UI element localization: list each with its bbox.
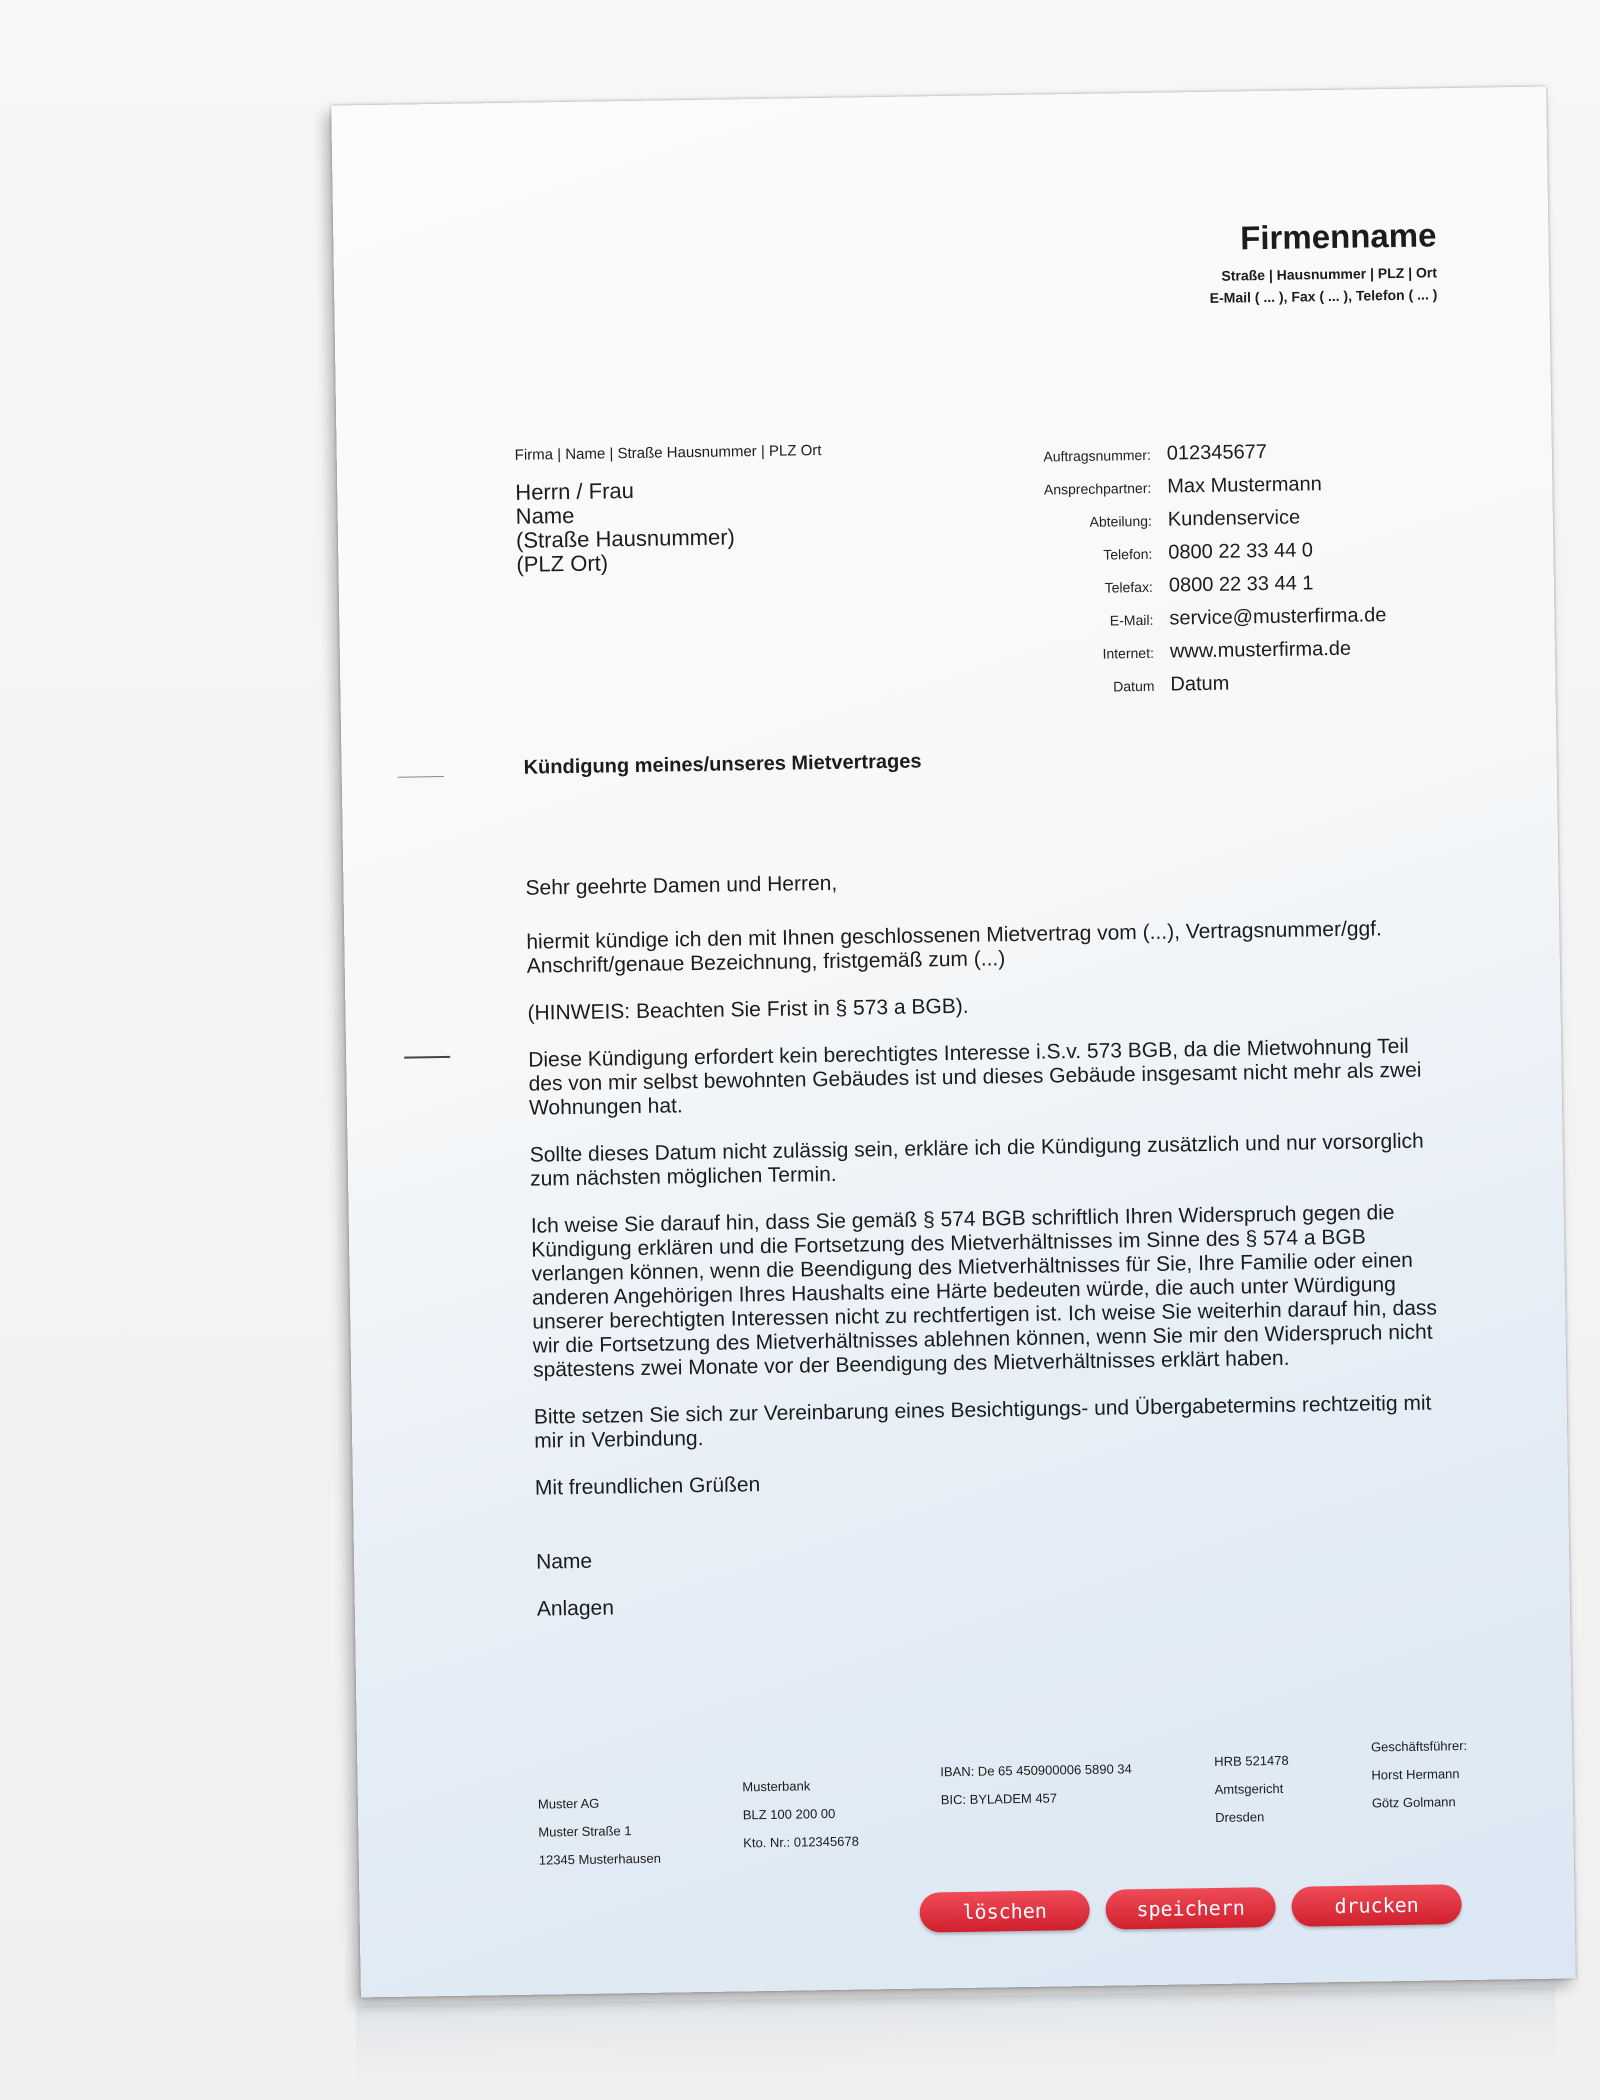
letter-paragraph: Bitte setzen Sie sich zur Vereinbarung eines Besichtigungs- und Übergabetermins rechtzeitig mit mir in Verbindung. bbox=[533, 1391, 1432, 1453]
action-buttons bbox=[919, 1884, 1462, 1933]
letter-paragraph: (HINWEIS: Beachten Sie Frist in § 573 a BGB). bbox=[527, 994, 969, 1025]
letter-paragraph: Ich weise Sie darauf hin, dass Sie gemäß § 574 BGB schriftlich Ihren Widerspruch gegen die Kündigung erklären und die Fortsetzung des Mietverhältnisses im Sinne des § 574 a BGB verlangen können, wenn die Beendigung des Mietverhältnisses für Sie, Ihre Familie oder einen anderen Angehörigen Ihres Haushalts eine Härte bedeuten würde, die auch unter Würdigung unserer berechtigten Interessen nicht zu rechtfertigen ist. Ich weise Sie weiterhin darauf hin, dass wir die Fortsetzung des Mietverhältnisses ablehnen können, wenn Sie mir den Widerspruch nicht spätestens zwei Monate vor der Beendigung des Mietverhältnisses erklärt haben. bbox=[530, 1201, 1438, 1382]
attachments-label: Anlagen bbox=[536, 1596, 615, 1621]
letter-greeting: Sehr geehrte Damen und Herren, bbox=[525, 871, 838, 900]
info-label: Abteilung: bbox=[1089, 512, 1152, 530]
footer-line: Amtsgericht bbox=[1214, 1780, 1284, 1797]
info-value: Kundenservice bbox=[1167, 506, 1301, 531]
footer-line: BLZ 100 200 00 bbox=[742, 1805, 836, 1823]
info-value: Datum bbox=[1170, 672, 1230, 696]
footer-bank bbox=[742, 1772, 859, 1872]
footer-line: Kto. Nr.: 012345678 bbox=[743, 1833, 859, 1851]
info-value: Max Mustermann bbox=[1167, 473, 1322, 498]
sender-line: Firma | Name | Straße Hausnummer | PLZ Ort bbox=[514, 442, 822, 464]
info-label: Telefax: bbox=[1104, 578, 1154, 596]
footer-line: IBAN: De 65 450900006 5890 34 bbox=[940, 1761, 1132, 1780]
info-value: service@musterfirma.de bbox=[1169, 604, 1387, 630]
info-label: Auftragsnummer: bbox=[1043, 446, 1151, 465]
recipient-street: (Straße Hausnummer) bbox=[515, 524, 736, 553]
sheet-reflection bbox=[355, 1987, 1556, 2086]
info-value: www.musterfirma.de bbox=[1169, 637, 1352, 663]
footer-register bbox=[1214, 1747, 1290, 1864]
letter-footer bbox=[537, 1738, 1469, 1875]
letter-paragraph: hiermit kündige ich den mit Ihnen geschlossenen Mietvertrag vom (...), Vertragsnummer/ggf. Anschrift/genaue Bezeichnung, fristgemäß zum (...) bbox=[526, 917, 1383, 978]
footer-line: Dresden bbox=[1215, 1809, 1265, 1825]
info-value: 0800 22 33 44 0 bbox=[1168, 539, 1314, 564]
letter-subject: Kündigung meines/unseres Mietvertrages bbox=[523, 750, 922, 779]
footer-line: Musterbank bbox=[742, 1778, 811, 1795]
info-value: 0800 22 33 44 1 bbox=[1168, 572, 1314, 597]
company-address: Straße | Hausnummer | PLZ | Ort bbox=[1221, 264, 1438, 284]
letter-paragraph: Diese Kündigung erfordert kein berechtigtes Interesse i.S.v. 573 BGB, da die Mietwohnung Teil des von mir selbst bewohnten Gebäudes ist und dieses Gebäude insgesamt nicht mehr als zwei Wohnungen hat. bbox=[528, 1034, 1422, 1120]
footer-line: Götz Golmann bbox=[1371, 1794, 1456, 1811]
save-button[interactable]: speichern bbox=[1105, 1887, 1276, 1930]
document-sheet bbox=[331, 87, 1576, 1998]
footer-company bbox=[538, 1789, 661, 1875]
company-name: Firmenname bbox=[1239, 216, 1437, 257]
print-button[interactable]: drucken bbox=[1291, 1884, 1462, 1927]
letter-body bbox=[525, 862, 1447, 1644]
info-label: Telefon: bbox=[1103, 545, 1153, 563]
footer-line: Muster AG bbox=[537, 1795, 600, 1812]
recipient-city: (PLZ Ort) bbox=[516, 550, 609, 577]
footer-line: HRB 521478 bbox=[1214, 1752, 1289, 1769]
info-block bbox=[757, 438, 1461, 713]
fold-mark-upper bbox=[398, 776, 444, 778]
signature-name: Name bbox=[535, 1549, 593, 1574]
info-label: Internet: bbox=[1102, 644, 1155, 662]
footer-line: Geschäftsführer: bbox=[1370, 1738, 1468, 1755]
recipient-address bbox=[515, 477, 735, 576]
info-label: Datum bbox=[1113, 677, 1155, 695]
delete-button[interactable]: löschen bbox=[919, 1890, 1090, 1933]
recipient-name: Name bbox=[515, 502, 575, 529]
footer-line: 12345 Musterhausen bbox=[538, 1850, 662, 1868]
footer-iban bbox=[940, 1755, 1133, 1868]
footer-line: Muster Straße 1 bbox=[538, 1823, 632, 1840]
recipient-salutation: Herrn / Frau bbox=[515, 477, 635, 505]
fold-mark-lower bbox=[404, 1056, 450, 1059]
letter-closing: Mit freundlichen Grüßen bbox=[534, 1473, 761, 1500]
letter-paragraph: Sollte dieses Datum nicht zulässig sein, erkläre ich die Kündigung zusätzlich und nur vorsorglich zum nächsten möglichen Termin. bbox=[529, 1129, 1424, 1191]
footer-line: Horst Hermann bbox=[1371, 1766, 1460, 1783]
info-label: Ansprechpartner: bbox=[1043, 479, 1152, 498]
info-label: E-Mail: bbox=[1109, 611, 1154, 629]
footer-management bbox=[1371, 1732, 1469, 1861]
company-contact: E-Mail ( ... ), Fax ( ... ), Telefon ( ... ) bbox=[1209, 286, 1438, 306]
footer-line: BIC: BYLADEM 457 bbox=[940, 1790, 1058, 1808]
info-value: 012345677 bbox=[1166, 441, 1268, 465]
